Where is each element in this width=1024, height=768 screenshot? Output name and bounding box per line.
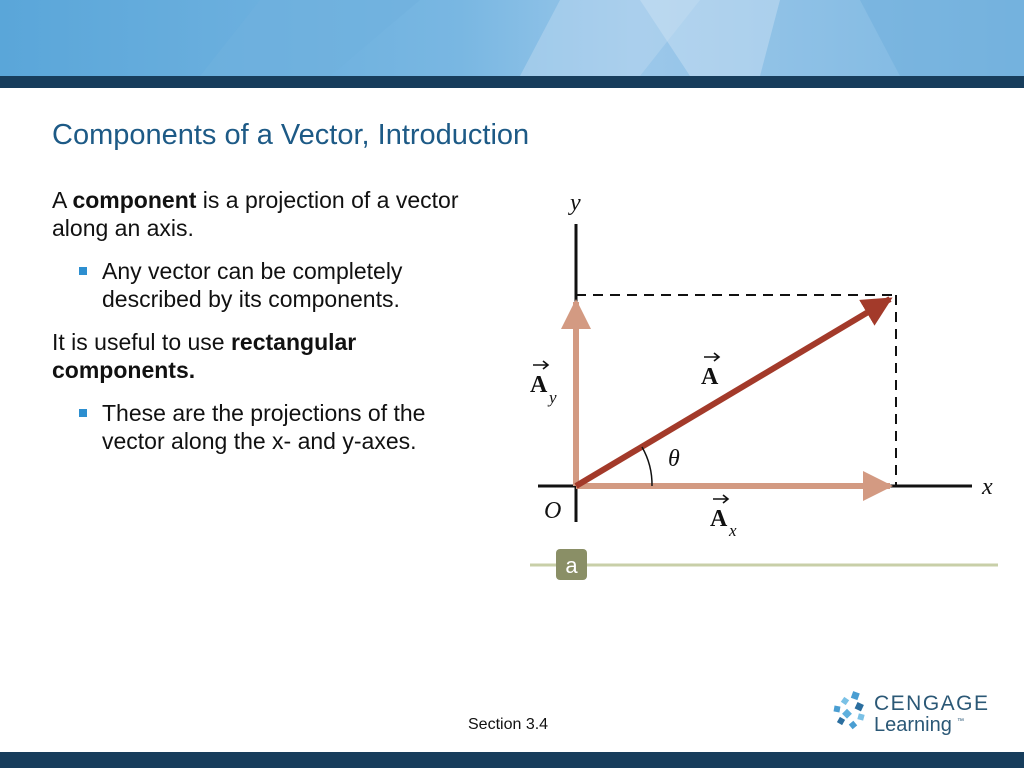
bullet-item xyxy=(52,399,482,455)
vector-components-diagram xyxy=(520,180,1010,590)
angle-arc xyxy=(642,447,652,486)
vector-a xyxy=(576,299,890,486)
angle-theta-label: θ xyxy=(668,446,680,472)
panel-label: a xyxy=(565,553,578,578)
section-number: Section 3.4 xyxy=(468,716,549,733)
paragraph-rectangular-bold: rectangular components. xyxy=(52,329,357,383)
paragraph-component-prefix: A xyxy=(52,187,73,213)
logo-trademark: ™ xyxy=(957,718,964,725)
bullet-item xyxy=(52,257,482,313)
ay-label: A xyxy=(530,372,548,398)
ax-subscript: x xyxy=(729,521,737,540)
origin-label: O xyxy=(544,498,562,524)
bullet-text: These are the projections of the vector along the x- and y-axes. xyxy=(102,400,426,454)
paragraph-component-suffix: is a projection of a vector along an axis. xyxy=(52,187,459,241)
cengage-logo xyxy=(830,690,990,740)
header-decoration xyxy=(0,0,1024,76)
logo-word-cengage: CENGAGE xyxy=(874,692,990,715)
y-axis-label: y xyxy=(570,190,581,216)
slide-body xyxy=(52,186,482,470)
paragraph-rectangular xyxy=(52,328,482,384)
paragraph-rectangular-prefix: It is useful to use xyxy=(52,329,231,355)
vector-a-label: A xyxy=(701,364,719,390)
bullet-square-icon xyxy=(79,267,87,275)
ay-subscript: y xyxy=(549,388,557,407)
paragraph-component xyxy=(52,186,482,242)
header-rule xyxy=(0,76,1024,88)
header-banner xyxy=(0,0,1024,76)
x-axis-label: x xyxy=(982,474,993,500)
logo-word-learning: Learning xyxy=(874,714,952,736)
paragraph-component-bold: component xyxy=(72,187,197,213)
slide-title: Components of a Vector, Introduction xyxy=(52,119,530,151)
bullet-square-icon xyxy=(79,409,87,417)
vector-arrow-accent-icon xyxy=(713,495,728,503)
vector-arrow-accent-icon xyxy=(533,361,548,369)
footer-rule xyxy=(0,752,1024,768)
vector-arrow-accent-icon xyxy=(704,353,719,361)
cengage-mark-icon xyxy=(830,690,870,736)
bullet-text: Any vector can be completely described by its components. xyxy=(102,258,403,312)
ax-label: A xyxy=(710,506,728,532)
